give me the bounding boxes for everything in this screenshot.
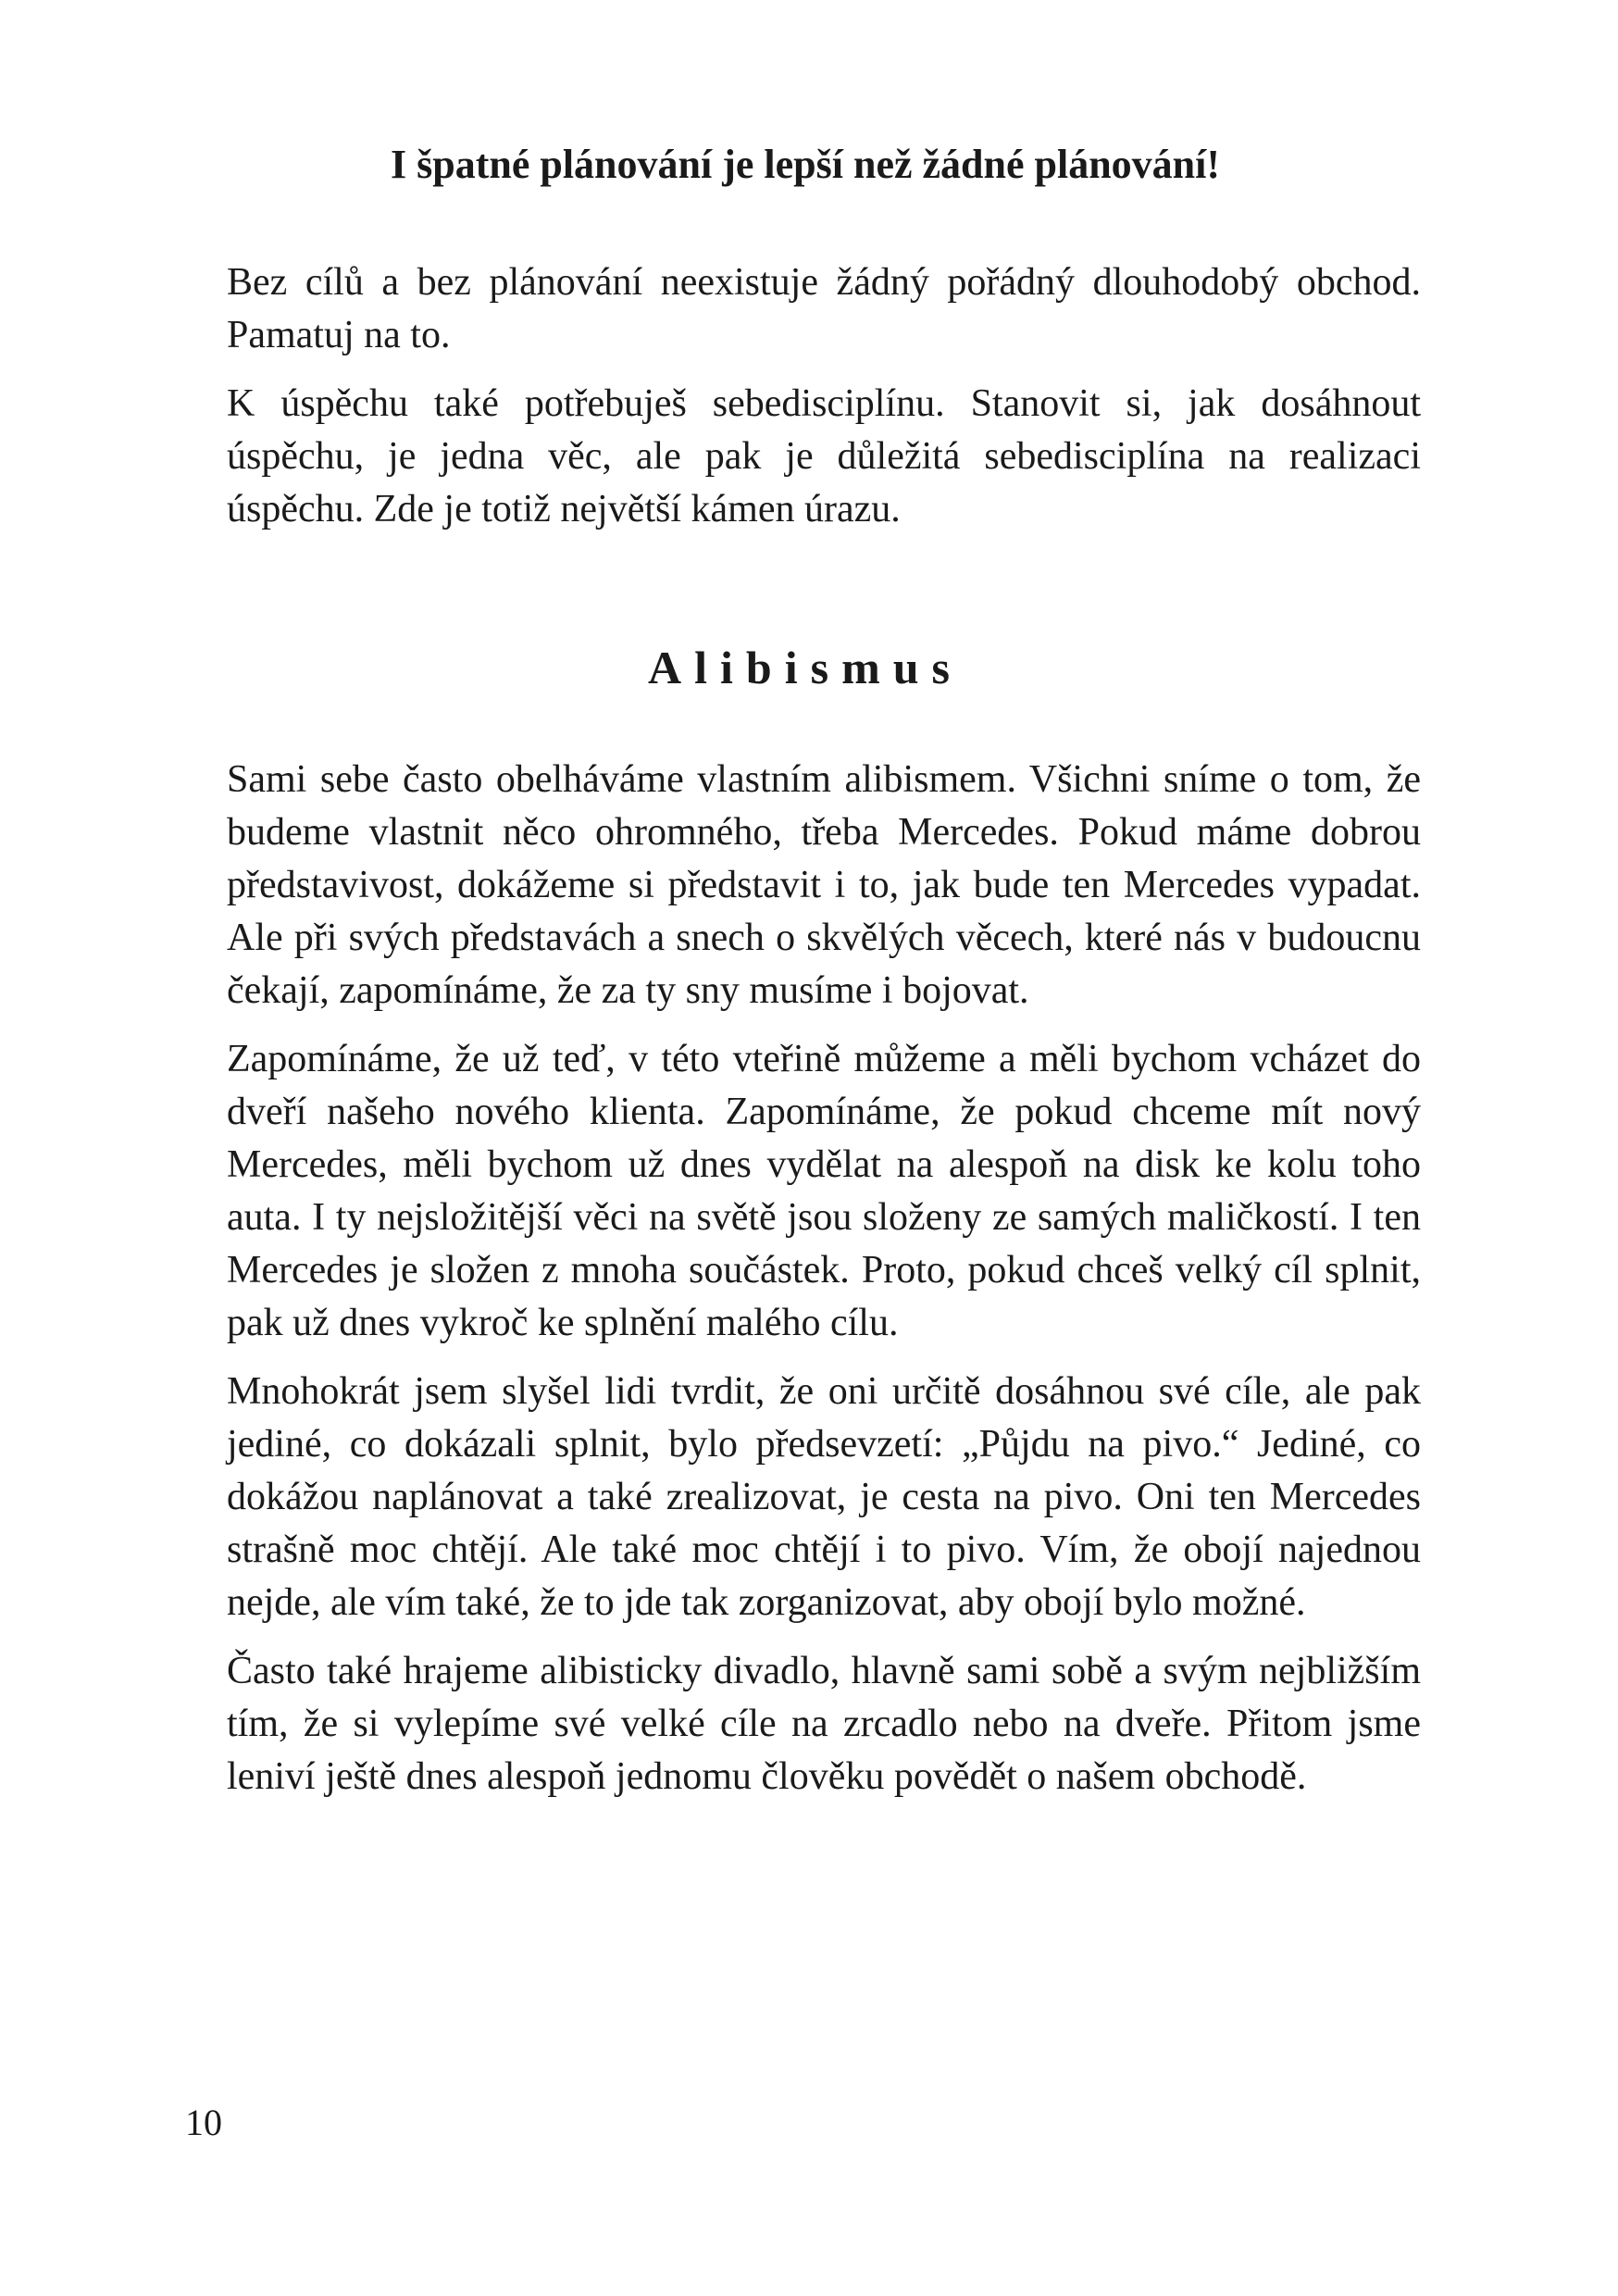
- paragraph: Zapomínáme, že už teď, v této vteřině můžeme a měli bychom vcházet do dveří našeho nového klienta. Zapomínáme, že pokud chceme mít nový Mercedes, měli bychom už dnes vydělat na alespoň na disk ke kolu toho auta. I ty nejsložitější věci na světě jsou složeny ze samých maličkostí. I ten Mercedes je složen z mnoha součástek. Proto, pokud chceš velký cíl splnit, pak už dnes vykroč ke splnění malého cílu.: [227, 1038, 1421, 1344]
- top-heading: I špatné plánování je lepší než žádné plánování!: [390, 142, 1221, 187]
- paragraph: Bez cílů a bez plánování neexistuje žádný pořádný dlouhodobý obchod. Pamatuj na to.: [227, 261, 1421, 356]
- page-number: 10: [185, 2102, 222, 2143]
- paragraph: Sami sebe často obelháváme vlastním alibismem. Všichni sníme o tom, že budeme vlastnit něco ohromného, třeba Mercedes. Pokud máme dobrou představivost, dokážeme si představit i to, jak bude ten Mercedes vypadat. Ale při svých představách a snech o skvělých věcech, které nás v budoucnu čekají, zapomínáme, že za ty sny musíme i bojovat.: [227, 758, 1421, 1012]
- section-text: [227, 754, 1421, 1819]
- paragraph: Mnohokrát jsem slyšel lidi tvrdit, že oni určitě dosáhnou své cíle, ale pak jediné, co dokázali splnit, bylo předsevzetí: „Půjdu na pivo.“ Jediné, co dokážou naplánovat a také zrealizovat, je cesta na pivo. Oni ten Mercedes strašně moc chtějí. Ale také moc chtějí i to pivo. Vím, že obojí najednou nejde, ale vím také, že to jde tak zorganizovat, aby obojí bylo možné.: [227, 1370, 1421, 1624]
- section-title: Alibismus: [648, 642, 963, 693]
- paragraph: K úspěchu také potřebuješ sebedisciplínu. Stanovit si, jak dosáhnout úspěchu, je jedna věc, ale pak je důležitá sebedisciplína na realizaci úspěchu. Zde je totiž největší kámen úrazu.: [227, 382, 1421, 530]
- paragraph: Často také hrajeme alibisticky divadlo, hlavně sami sobě a svým nejbližším tím, že si vylepíme své velké cíle na zrcadlo nebo na dveře. Přitom jsme leniví ještě dnes alespoň jednomu člověku povědět o našem obchodě.: [227, 1650, 1421, 1798]
- intro-text: [227, 256, 1421, 552]
